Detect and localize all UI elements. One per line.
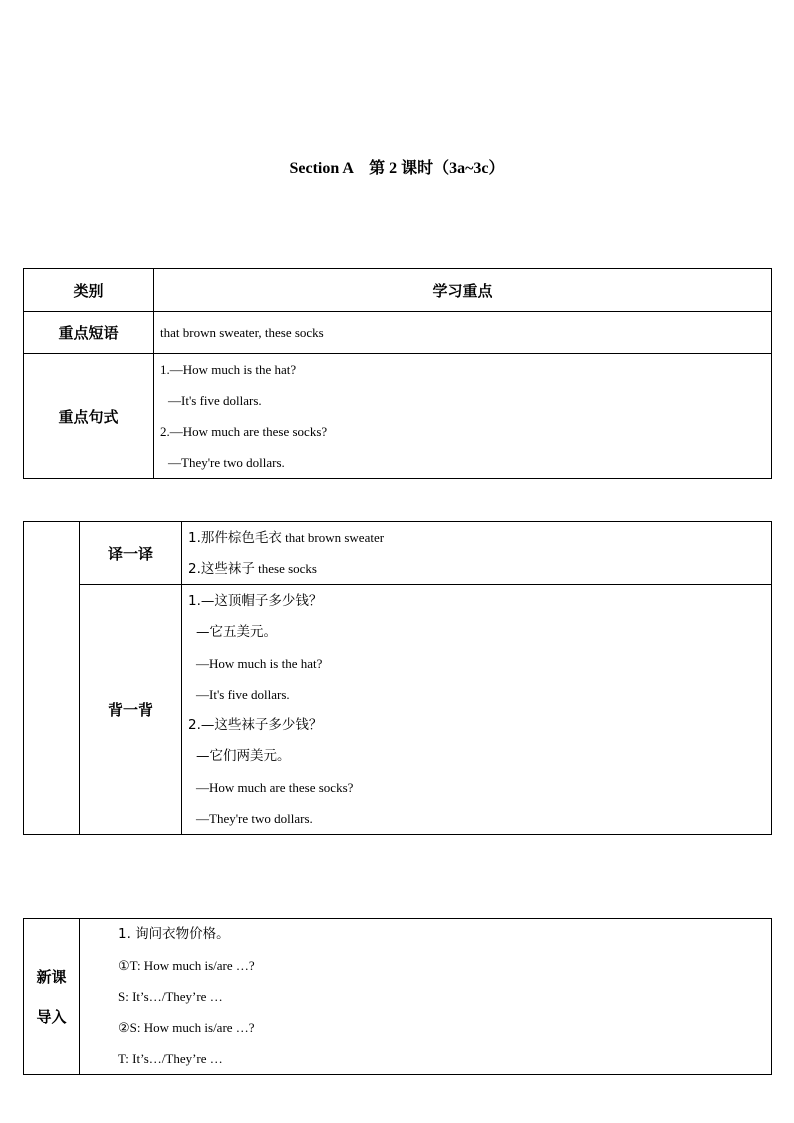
sentence-line: 2.—How much are these socks? bbox=[160, 424, 328, 439]
table-row bbox=[24, 522, 772, 585]
table-row bbox=[24, 269, 772, 312]
recite-line: —它们两美元。 bbox=[196, 747, 291, 764]
intro-label bbox=[24, 919, 80, 1075]
sentence-line: —It's five dollars. bbox=[168, 393, 262, 408]
sentence-cell bbox=[154, 354, 772, 479]
translate-cell bbox=[182, 522, 772, 585]
recite-line: —They're two dollars. bbox=[196, 810, 313, 826]
recite-line: —It's five dollars. bbox=[196, 686, 290, 702]
intro-cell bbox=[80, 919, 772, 1075]
intro-line: 1. 询问衣物价格。 bbox=[118, 926, 230, 942]
table-row bbox=[24, 919, 772, 1075]
translate-label: 译一译 bbox=[80, 522, 182, 585]
recite-line: —它五美元。 bbox=[196, 623, 277, 640]
key-points-table bbox=[23, 268, 772, 479]
empty-cell bbox=[24, 522, 80, 835]
sentence-line: —They're two dollars. bbox=[168, 455, 285, 470]
recite-line: —How much is the hat? bbox=[196, 655, 323, 671]
intro-label-line: 新课 bbox=[36, 967, 67, 986]
phrase-text: that brown sweater, these socks bbox=[154, 312, 772, 354]
recite-cell bbox=[182, 585, 772, 835]
intro-label-line: 导入 bbox=[36, 1007, 67, 1026]
recite-label: 背一背 bbox=[80, 585, 182, 835]
sentence-line: 1.—How much is the hat? bbox=[160, 362, 297, 377]
intro-line: S: It’s…/They’re … bbox=[118, 989, 223, 1004]
recite-line: 2.—这些袜子多少钱？ bbox=[188, 716, 323, 733]
header-category: 类别 bbox=[24, 269, 154, 312]
translate-line: 2.这些袜子 these socks bbox=[188, 561, 317, 577]
page-title: Section A 第 2 课时（3a~3c） bbox=[289, 160, 505, 177]
sentence-label: 重点句式 bbox=[24, 354, 154, 479]
intro-line: ②S: How much is/are …? bbox=[118, 1020, 255, 1035]
practice-table bbox=[23, 521, 772, 835]
recite-line: —How much are these socks? bbox=[196, 779, 354, 795]
recite-line: 1.—这顶帽子多少钱？ bbox=[188, 592, 323, 609]
table-row bbox=[24, 585, 772, 835]
header-focus: 学习重点 bbox=[154, 269, 772, 312]
table-row bbox=[24, 354, 772, 479]
table-row bbox=[24, 312, 772, 354]
intro-table bbox=[23, 918, 772, 1075]
translate-line: 1.那件棕色毛衣 that brown sweater bbox=[188, 530, 385, 546]
intro-line: T: It’s…/They’re … bbox=[118, 1051, 223, 1066]
phrase-label: 重点短语 bbox=[24, 312, 154, 354]
intro-line: ①T: How much is/are …? bbox=[118, 958, 255, 973]
